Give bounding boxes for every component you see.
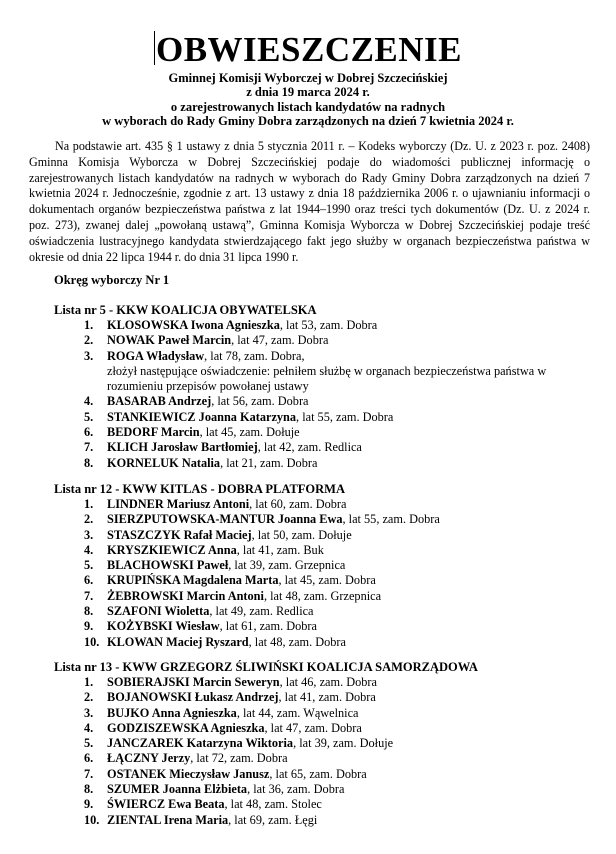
subtitle-line: o zarejestrowanych listach kandydatów na radnych [170, 99, 446, 114]
candidate-name: SZUMER Joanna Elżbieta [107, 782, 248, 797]
candidate-number: 5. [84, 736, 94, 751]
subtitle-line: Gminnej Komisji Wyborczej w Dobrej Szczecińskiej [168, 71, 448, 85]
lustration-statement: złożył następujące oświadczenie: pełniłem służbę w organach bezpieczeństwa państwa w rozumieniu przepisów powołanej ustawy [107, 363, 547, 394]
candidate-number: 5. [84, 558, 94, 573]
candidate-number: 4. [84, 394, 94, 409]
candidate-entry [54, 318, 594, 333]
candidate-entry [54, 767, 594, 782]
candidate-name: SOBIERAJSKI Marcin Seweryn [107, 675, 280, 689]
candidate-name: OSTANEK Mieczysław Janusz [107, 766, 270, 781]
candidate-number: 5. [84, 409, 94, 424]
candidate-name: KOŻYBSKI Wiesław [107, 619, 220, 634]
candidate-details: , lat 45, zam. Dobra [278, 573, 376, 588]
candidate-name: JANCZAREK Katarzyna Wiktoria [107, 736, 294, 751]
candidate-number: 1. [84, 318, 94, 332]
candidate-details: , lat 61, zam. Dobra [219, 619, 317, 634]
candidate-details: , lat 48, zam. Dobra [248, 634, 346, 649]
candidate-name: KLOSOWSKA Iwona Agnieszka [107, 318, 280, 332]
candidate-name: KLOWAN Maciej Ryszard [107, 634, 249, 649]
candidate-details: , lat 56, zam. Dobra [211, 394, 309, 409]
candidate-name: LINDNER Mariusz Antoni [107, 497, 250, 511]
candidate-name: NOWAK Paweł Marcin [107, 333, 232, 348]
candidate-number: 6. [84, 573, 94, 588]
candidate-number: 7. [84, 766, 94, 781]
candidate-name: KRUPIŃSKA Magdalena Marta [107, 573, 279, 588]
candidate-details: , lat 69, zam. Łęgi [228, 812, 318, 827]
candidate-number: 8. [84, 604, 94, 619]
candidate-number: 9. [84, 619, 94, 634]
candidate-details: , lat 39, zam. Dołuje [293, 736, 394, 751]
candidate-entry [54, 456, 594, 471]
intro-text: Na podstawie art. 435 § 1 ustawy z dnia 5 stycznia 2011 r. – Kodeks wyborczy (Dz. U. z 2023 r. poz. 2408) Gminna Komisja Wyborcza w Dobrej Szczecińskiej podaje do wiadomości publicznej informację o zarejestrowanych listach kandydatów na radnych w wyborach do Rady Gminy Dobra zarządzonych na dzień 7 kwietnia 2024 r. Jednocześnie, zgodnie z art. 13 ustawy z dnia 18 października 2006 r. o ujawnianiu informacji o dokumentach organów bezpieczeństwa państwa z lat 1944–1990 oraz treści tych dokumentów (Dz. U. z 2024 r. poz. 273), zwanej dalej „powołaną ustawą”, Gminna Komisja Wyborcza w Dobrej Szczecińskiej podaje treść oświadczenia lustracyjnego kandydata stwierdzającego fakt jego służby w organach bezpieczeństwa państwa w okresie od dnia 22 lipca 1944 r. do dnia 31 lipca 1990 r. [29, 139, 590, 264]
candidate-entry [54, 573, 594, 588]
candidate-name: SIERZPUTOWSKA-MANTUR Joanna Ewa [107, 512, 343, 527]
candidate-details: , lat 48, zam. Grzepnica [263, 588, 382, 603]
candidate-entry [54, 675, 594, 690]
candidate-number: 2. [84, 333, 94, 348]
candidate-number: 6. [84, 425, 94, 440]
candidate-entry [54, 440, 594, 455]
candidate-name: ŁĄCZNY Jerzy [107, 751, 191, 766]
candidate-number: 10. [84, 812, 100, 827]
candidate-name: BLACHOWSKI Paweł [107, 558, 229, 573]
candidate-entry [54, 619, 594, 634]
candidate-number: 2. [84, 690, 94, 705]
candidate-entry [54, 528, 594, 543]
candidate-number: 10. [84, 634, 100, 649]
subtitle-line: w wyborach do Rady Gminy Dobra zarządzonych na dzień 7 kwietnia 2024 r. [102, 113, 514, 128]
district-heading: Okręg wyborczy Nr 1 [54, 273, 170, 287]
candidate-name: ŻEBROWSKI Marcin Antoni [107, 588, 264, 603]
candidate-number: 7. [84, 440, 94, 455]
candidate-name: BOJANOWSKI Łukasz Andrzej [107, 690, 279, 705]
candidate-details: , lat 39, zam. Grzepnica [228, 558, 346, 573]
candidate-details: , lat 50, zam. Dołuje [251, 527, 352, 542]
candidate-details: , lat 78, zam. Dobra, [204, 348, 305, 363]
candidate-entry [54, 558, 594, 573]
candidate-entry [54, 410, 594, 425]
candidate-entry [54, 635, 594, 650]
candidate-name: STASZCZYK Rafał Maciej [107, 527, 252, 542]
candidate-entry [54, 543, 594, 558]
candidate-name: SZAFONI Wioletta [107, 604, 210, 619]
candidate-entry [54, 512, 594, 527]
candidate-name: ŚWIERCZ Ewa Beata [107, 797, 225, 812]
candidate-details: , lat 49, zam. Redlica [209, 604, 314, 619]
candidate-entry [54, 782, 594, 797]
list-heading: Lista nr 12 - KWW KITLAS - DOBRA PLATFORMA [54, 482, 345, 496]
candidate-entry [54, 349, 594, 395]
candidate-name: GODZISZEWSKA Agnieszka [107, 720, 265, 735]
candidate-name: ROGA Władysław [107, 348, 205, 363]
candidate-number: 4. [84, 720, 94, 735]
candidate-details: , lat 44, zam. Wąwelnica [236, 705, 359, 720]
candidate-entry [54, 706, 594, 721]
candidate-details: , lat 48, zam. Stolec [224, 797, 322, 812]
candidate-number: 8. [84, 782, 94, 797]
candidate-details: , lat 53, zam. Dobra [279, 318, 378, 332]
candidate-number: 7. [84, 588, 94, 603]
candidate-entry [54, 604, 594, 619]
subtitle-line: z dnia 19 marca 2024 r. [246, 85, 370, 100]
candidate-entries [54, 675, 594, 828]
candidate-entries [54, 497, 594, 650]
candidate-entry [54, 797, 594, 812]
candidate-entry [54, 690, 594, 705]
document-title [0, 30, 616, 70]
candidate-entry [54, 813, 594, 828]
candidate-entry [54, 721, 594, 736]
candidate-name: KORNELUK Natalia [107, 455, 221, 470]
candidate-details: , lat 46, zam. Dobra [279, 675, 377, 689]
list-heading: Lista nr 5 - KKW KOALICJA OBYWATELSKA [54, 303, 317, 317]
candidate-details: , lat 41, zam. Buk [236, 542, 324, 557]
intro-paragraph [29, 139, 590, 265]
candidate-name: KLICH Jarosław Bartłomiej [107, 440, 258, 455]
candidate-details: , lat 21, zam. Dobra [220, 455, 318, 470]
candidate-details: , lat 47, zam. Dobra [231, 333, 329, 348]
candidate-details: , lat 36, zam. Dobra [247, 782, 345, 797]
candidate-number: 1. [84, 497, 94, 511]
candidate-details: , lat 72, zam. Dobra [190, 751, 288, 766]
candidate-details: , lat 55, zam. Dobra [342, 512, 440, 527]
list-heading: Lista nr 13 - KWW GRZEGORZ ŚLIWIŃSKI KOALICJA SAMORZĄDOWA [54, 660, 478, 674]
candidate-name: BASARAB Andrzej [107, 394, 212, 409]
candidate-details: , lat 42, zam. Redlica [257, 440, 362, 455]
text-cursor [154, 31, 155, 65]
candidate-number: 4. [84, 542, 94, 557]
candidate-name: KRYSZKIEWICZ Anna [107, 542, 237, 557]
candidate-entries [54, 318, 594, 471]
candidate-entry [54, 589, 594, 604]
candidate-list [54, 303, 594, 471]
candidate-entry [54, 736, 594, 751]
candidate-entry [54, 333, 594, 348]
candidate-list [54, 660, 594, 828]
candidate-details: , lat 45, zam. Dołuje [199, 425, 300, 440]
candidate-name: ZIENTAL Irena Maria [107, 812, 229, 827]
document-subtitle [0, 71, 616, 128]
candidate-number: 3. [84, 705, 94, 720]
candidate-entry [54, 497, 594, 512]
candidate-name: STANKIEWICZ Joanna Katarzyna [107, 409, 297, 424]
candidate-entry [54, 425, 594, 440]
candidate-details: , lat 55, zam. Dobra [296, 409, 394, 424]
candidate-details: , lat 41, zam. Dobra [278, 690, 376, 705]
candidate-name: BUJKO Anna Agnieszka [107, 705, 237, 720]
title-text: OBWIESZCZENIE [155, 30, 463, 69]
candidate-name: BEDORF Marcin [107, 425, 200, 440]
candidate-number: 6. [84, 751, 94, 766]
candidate-number: 8. [84, 455, 94, 470]
candidate-number: 3. [84, 348, 94, 363]
candidate-details: , lat 60, zam. Dobra [249, 497, 347, 511]
candidate-details: , lat 65, zam. Dobra [269, 766, 367, 781]
candidate-number: 1. [84, 675, 94, 689]
candidate-entry [54, 394, 594, 409]
candidate-number: 9. [84, 797, 94, 812]
candidate-list [54, 482, 594, 650]
candidate-number: 2. [84, 512, 94, 527]
candidate-number: 3. [84, 527, 94, 542]
candidate-entry [54, 751, 594, 766]
candidate-details: , lat 47, zam. Dobra [264, 720, 362, 735]
